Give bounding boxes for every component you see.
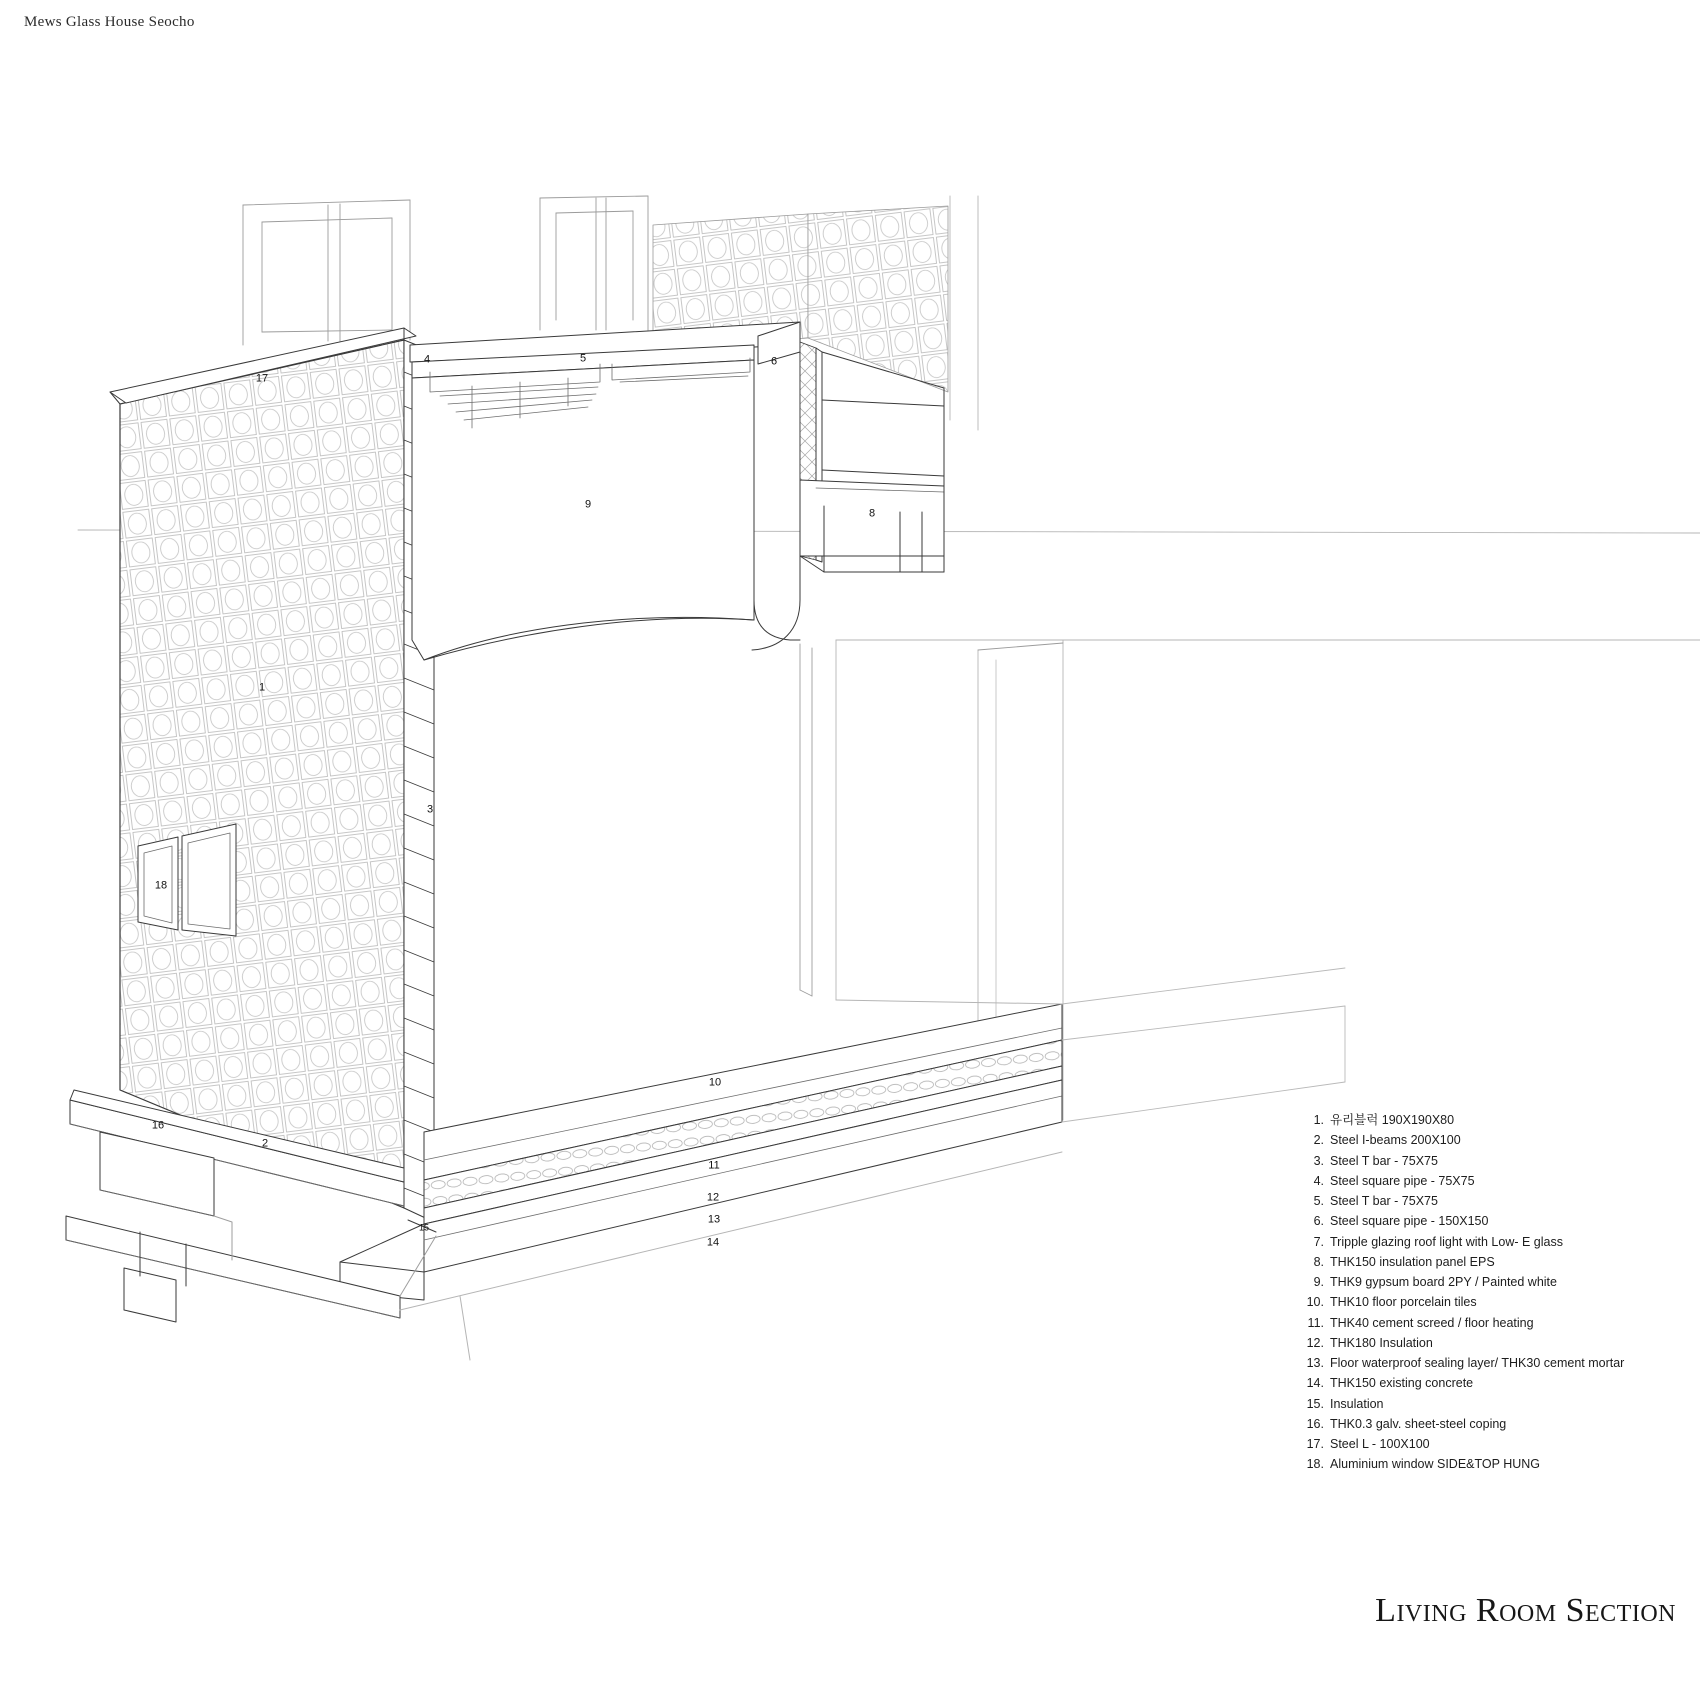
legend-item [1298, 1434, 1678, 1454]
legend-item [1298, 1151, 1678, 1171]
legend-number: 5. [1313, 1194, 1324, 1208]
legend-list [1298, 1110, 1678, 1475]
legend-number: 18. [1306, 1457, 1324, 1472]
callout-5: 5 [579, 352, 587, 365]
legend-label: Aluminium window SIDE&TOP HUNG [1330, 1457, 1541, 1472]
legend-label: Steel square pipe - 75X75 [1330, 1173, 1475, 1188]
legend-number: 14. [1306, 1376, 1324, 1391]
ceiling-soffit [410, 322, 800, 660]
callout-14: 14 [706, 1236, 720, 1249]
legend-label: THK150 existing concrete [1330, 1376, 1474, 1391]
legend-label: THK0.3 galv. sheet-steel coping [1330, 1416, 1507, 1431]
callout-10: 10 [708, 1076, 722, 1089]
legend-item [1298, 1130, 1678, 1150]
callout-4: 4 [423, 353, 431, 366]
legend-label: Steel I-beams 200X100 [1330, 1133, 1461, 1148]
legend-item [1298, 1272, 1678, 1292]
legend-label: THK150 insulation panel EPS [1330, 1254, 1495, 1269]
legend-label: THK9 gypsum board 2PY / Painted white [1330, 1275, 1557, 1289]
callout-16: 16 [151, 1119, 165, 1132]
callout-6: 6 [770, 355, 778, 368]
legend-item [1298, 1454, 1678, 1474]
floor-assembly [340, 1000, 1062, 1300]
legend-item [1298, 1394, 1678, 1414]
callout-1: 1 [258, 681, 266, 694]
legend-item [1298, 1313, 1678, 1333]
legend-item [1298, 1171, 1678, 1191]
legend-number: 6. [1313, 1214, 1324, 1229]
legend-item [1298, 1110, 1678, 1130]
legend-item [1298, 1232, 1678, 1252]
legend-label: THK180 Insulation [1330, 1335, 1433, 1350]
legend-number: 7. [1313, 1234, 1324, 1249]
legend-label: Insulation [1330, 1396, 1384, 1411]
legend-label: THK10 floor porcelain tiles [1330, 1295, 1477, 1310]
legend-number: 13. [1306, 1356, 1324, 1370]
callout-2: 2 [261, 1137, 269, 1150]
legend-number: 4. [1313, 1173, 1324, 1188]
legend-number: 1. [1313, 1113, 1324, 1127]
legend-label: THK40 cement screed / floor heating [1330, 1315, 1534, 1330]
legend-item [1298, 1191, 1678, 1211]
glass-block-wall [110, 328, 434, 1222]
context-lines-lower [1062, 968, 1345, 1122]
legend-number: 15. [1306, 1396, 1324, 1411]
callout-13: 13 [707, 1213, 721, 1226]
legend-number: 2. [1313, 1133, 1324, 1148]
legend-item [1298, 1252, 1678, 1272]
callout-3: 3 [426, 803, 434, 816]
callout-15: 15 [418, 1222, 430, 1233]
legend-label: Steel L - 100X100 [1330, 1437, 1430, 1451]
legend-label: Tripple glazing roof light with Low- E glass [1330, 1234, 1563, 1249]
legend-label: 유리블럭 190X190X80 [1330, 1113, 1455, 1127]
legend-number: 8. [1313, 1254, 1324, 1269]
callout-18: 18 [154, 879, 168, 892]
legend-item [1298, 1414, 1678, 1434]
callout-9: 9 [584, 498, 592, 511]
legend-label: Steel square pipe - 150X150 [1330, 1214, 1489, 1229]
legend-number: 12. [1306, 1335, 1324, 1350]
legend-number: 10. [1306, 1295, 1324, 1310]
legend-number: 9. [1313, 1275, 1324, 1289]
sheet-title: Living Room Section [1375, 1592, 1676, 1629]
callout-11: 11 [708, 1159, 720, 1172]
callout-8: 8 [868, 507, 876, 520]
legend-item [1298, 1292, 1678, 1312]
legend-label: Steel T bar - 75X75 [1330, 1194, 1438, 1208]
interior-partition [800, 644, 812, 996]
legend-item [1298, 1373, 1678, 1393]
legend-item [1298, 1353, 1678, 1373]
legend-number: 17. [1306, 1437, 1324, 1451]
legend-item [1298, 1333, 1678, 1353]
callout-12: 12 [706, 1191, 720, 1204]
legend-number: 3. [1313, 1153, 1324, 1168]
legend-number: 11. [1307, 1315, 1324, 1330]
legend-label: Steel T bar - 75X75 [1330, 1153, 1438, 1168]
legend-number: 16. [1306, 1416, 1324, 1431]
project-title: Mews Glass House Seocho [24, 14, 195, 30]
callout-17: 17 [255, 372, 269, 385]
legend-item [1298, 1211, 1678, 1231]
legend-label: Floor waterproof sealing layer/ THK30 cement mortar [1330, 1356, 1625, 1370]
